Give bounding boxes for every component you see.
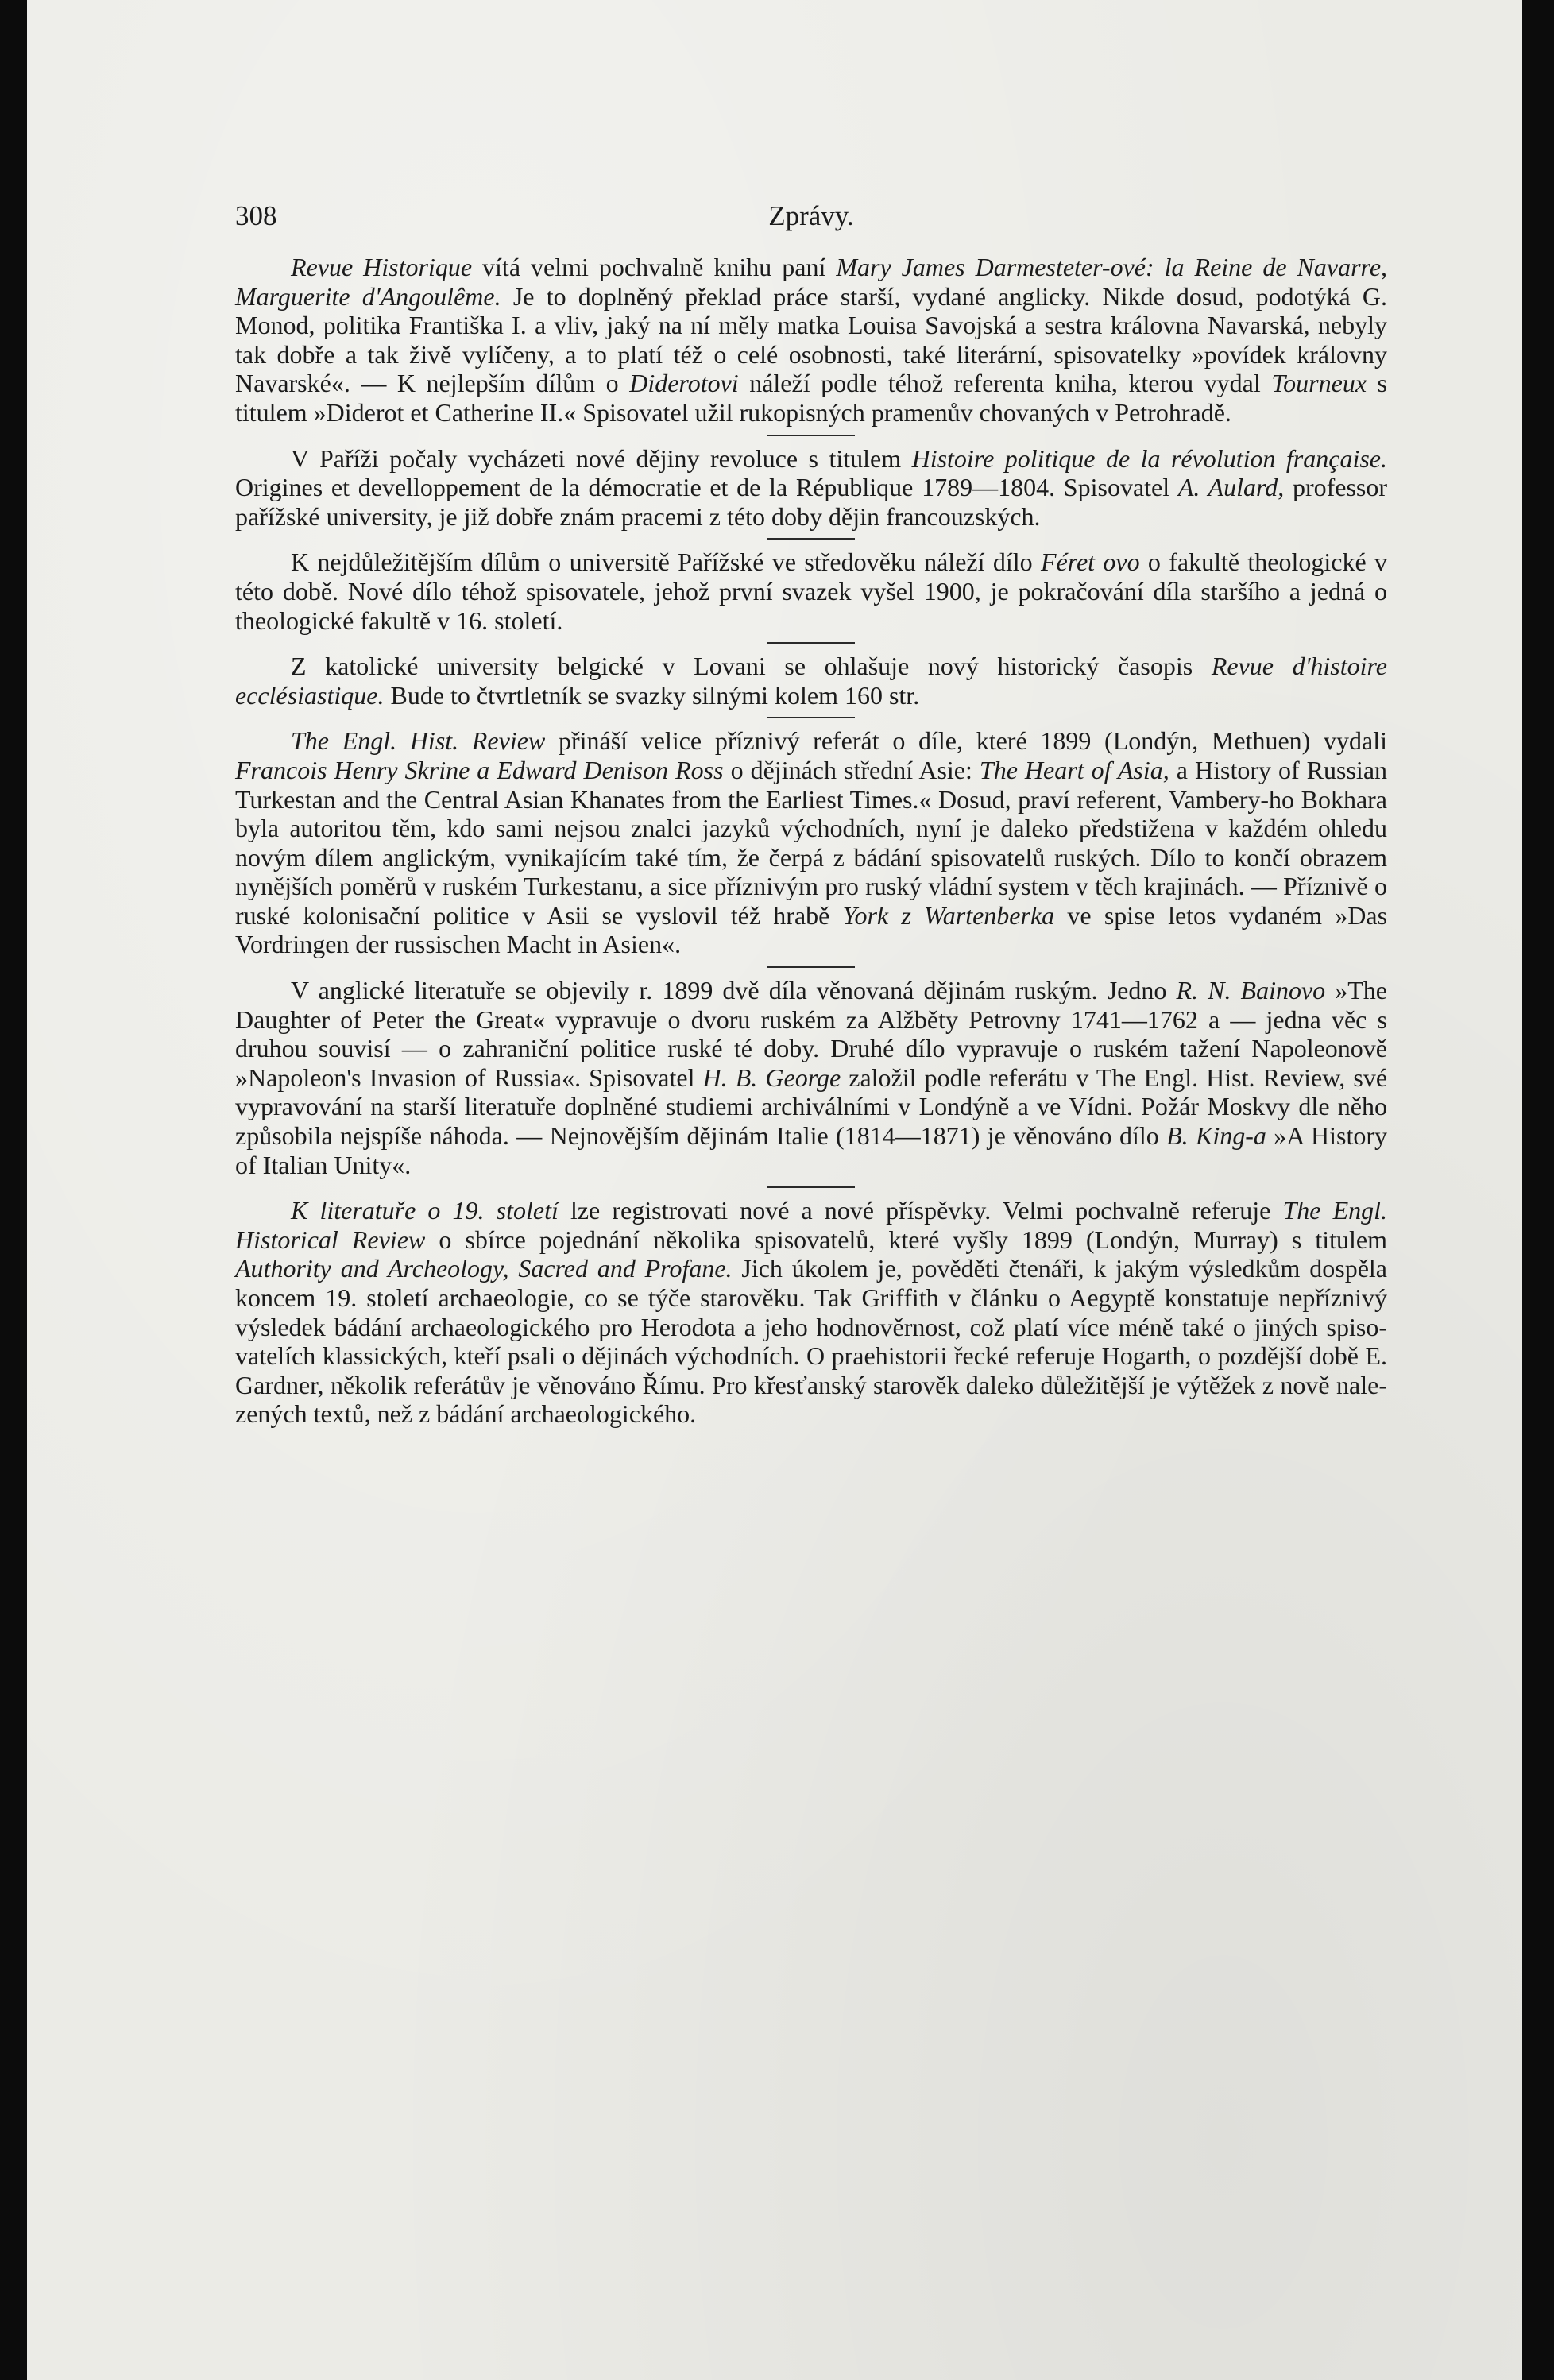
italic-title: Tourneux bbox=[1271, 369, 1367, 398]
text-run: Origines et develloppement de la démocratie et de la République 1789—1804. Spisovatel bbox=[235, 473, 1178, 502]
section-separator bbox=[767, 642, 855, 644]
italic-title: B. King-a bbox=[1166, 1121, 1266, 1151]
text-run: V Paříži počaly vycházeti nové dějiny revoluce s titulem bbox=[291, 443, 912, 473]
italic-title: A. Aulard, bbox=[1177, 473, 1285, 502]
text-run: Jich úkolem je, pověděti čtenáři, k jakým výsledkům dospěla koncem 19. století archaeologie, co se týče starověku. Tak Griffith v článku o Aegyptě konstatuje nepříznivý výsledek bádání archaeologického pro Herodota a jeho hodnověrnost, což platí více méně také o jiných spisovatelích klassických, kteří psali o dějinách východních. O praehistorii řecké referuje Hogarth, o pozdější době E. Gardner, několik referátův je věnováno Římu. Pro křesťanský starověk daleko důležitější je výtěžek z nově nalezených textů, než z bádání archaeologického. bbox=[235, 1254, 1388, 1429]
paragraph-feret bbox=[235, 548, 1387, 635]
section-separator bbox=[767, 435, 855, 436]
italic-title: The Engl. Historical Review bbox=[235, 1196, 1388, 1254]
paragraph-anglicka-literatura bbox=[235, 976, 1387, 1179]
paragraph-histoire-politique bbox=[235, 444, 1387, 532]
paragraph-engl-hist-review bbox=[235, 726, 1387, 959]
section-separator bbox=[767, 538, 855, 540]
text-run: náleží podle téhož referenta kniha, kterou vydal bbox=[738, 369, 1272, 398]
italic-title: The Engl. Hist. Review bbox=[291, 726, 546, 756]
text-run: ve spise letos vydaném »Das Vordringen der russischen Macht in Asien«. bbox=[235, 900, 1388, 959]
italic-title: Féret ovo bbox=[1040, 548, 1140, 577]
running-title: Zprávy. bbox=[768, 200, 854, 231]
text-run: Bude to čtvrtletník se svazky silnými kolem 160 str. bbox=[384, 680, 920, 710]
text-run: přináší velice příznivý referát o díle, které 1899 (Londýn, Methuen) vydali bbox=[545, 726, 1388, 756]
italic-title: Histoire politique de la révolution française. bbox=[911, 443, 1388, 473]
paragraph-revue-historique bbox=[235, 253, 1387, 428]
italic-title: Diderotovi bbox=[629, 369, 739, 398]
text-run: s titulem »Diderot et Catherine II.« Spisovatel užil rukopisných pramenův chovaných v Petrohradě. bbox=[235, 369, 1388, 427]
text-run: a History of Russian Turkestan and the Central Asian Khanates from the Earliest Times.« Dosud, praví referent, Vambery-ho Bokhara byla autoritou těm, kdo sami nejsou znalci jazyků východních, nyní je daleko předstižena v každém ohledu novým dílem anglickým, vynikajícím také tím, že čerpá z bádání spisovatelů ruských. Dílo to končí obrazem nynějších poměrů v ruském Turkestanu, a sice příznivým pro ruský vládní system v těch krajinách. — Příznivě o ruské kolonisační politice v Asii se vyslovil též hrabě bbox=[235, 755, 1388, 930]
text-run: Je to doplněný překlad práce starší, vydané anglicky. Nikde dosud, podotýká G. Monod, politika Františka I. a vliv, jaký na ní měly matka Louisa Savojská a sestra královna Navarská, nebyly tak dobře a tak živě vylíčeny, a to platí též o celé osobnosti, také literární, spisovatelky »povídek královny Navarské«. — K nejlepším dílům o bbox=[235, 281, 1388, 398]
italic-title: Francois Henry Skrine a Edward Denison Ross bbox=[235, 755, 724, 784]
text-run: o fakultě theologické v této době. Nové dílo téhož spisovatele, jehož první svazek vyšel 1900, je pokračování díla staršího a jedná o theologické fakultě v 16. století. bbox=[235, 548, 1388, 635]
italic-title: H. B. George bbox=[702, 1062, 841, 1092]
text-run: vítá velmi pochvalně knihu paní bbox=[472, 253, 837, 281]
italic-title: Revue d'histoire ecclésiastique. bbox=[235, 652, 1388, 710]
italic-title: Authority and Archeology, Sacred and Profane. bbox=[235, 1254, 733, 1283]
text-run: Z katolické university belgické v Lovani se ohlašuje nový historický časopis bbox=[291, 652, 1212, 681]
section-separator bbox=[767, 1186, 855, 1188]
text-run: »A History of Italian Unity«. bbox=[235, 1121, 1388, 1179]
scanned-page bbox=[27, 0, 1522, 2380]
section-separator bbox=[767, 966, 855, 968]
italic-title: Mary James Darmesteter-ové: la Reine de Navarre, Marguerite d'Angoulême. bbox=[235, 253, 1388, 311]
page-number: 308 bbox=[235, 200, 277, 231]
text-run: o dějinách střední Asie: bbox=[723, 755, 980, 784]
text-run: o sbírce pojednání několika spisovatelů, které vyšly 1899 (Londýn, Murray) s titulem bbox=[425, 1225, 1388, 1254]
italic-title: Revue Historique bbox=[291, 253, 473, 281]
text-run: V anglické literatuře se objevily r. 1899 dvě díla věnovaná dějinám ruským. Jedno bbox=[291, 976, 1177, 1005]
text-run: »The Daughter of Peter the Great« vypravuje o dvoru ruském za Alžběty Petrovny 1741—1762 a — jedna věc s druhou souvisí — o zahraniční politice ruské té doby. Druhé dílo vypravuje o ruském tažení Napoleonově »Napoleon's Invasion of Russia«. Spisovatel bbox=[235, 976, 1388, 1092]
text-run: professor pařížské university, je již dobře znám pracemi z této doby dějin francouzských. bbox=[235, 473, 1388, 531]
italic-title: R. N. Bainovo bbox=[1176, 976, 1326, 1005]
text-run: založil podle referátu v The Engl. Hist. Review, své vypravování na starší literatuře doplněné studiemi archiválními v Londýně a ve Vídni. Požár Moskvy dle něho způsobila nejspíše náhoda. — Nejnovějším dějinám Italie (1814—1871) je věnováno dílo bbox=[235, 1062, 1388, 1151]
page-header bbox=[235, 200, 1387, 240]
text-run: K nejdůležitějším dílům o universitě Pařížské ve středověku náleží dílo bbox=[291, 548, 1041, 577]
section-separator bbox=[767, 717, 855, 718]
paragraph-literatura-19-stoleti bbox=[235, 1196, 1387, 1429]
body-text bbox=[235, 253, 1387, 1429]
paragraph-lovan bbox=[235, 652, 1387, 710]
italic-title: York z Wartenberka bbox=[842, 900, 1055, 930]
italic-title: K literatuře o 19. století bbox=[291, 1196, 559, 1225]
text-run: lze registrovati nové a nové příspěvky. Velmi pochvalně referuje bbox=[558, 1196, 1283, 1225]
italic-title: The Heart of Asia, bbox=[979, 755, 1169, 784]
